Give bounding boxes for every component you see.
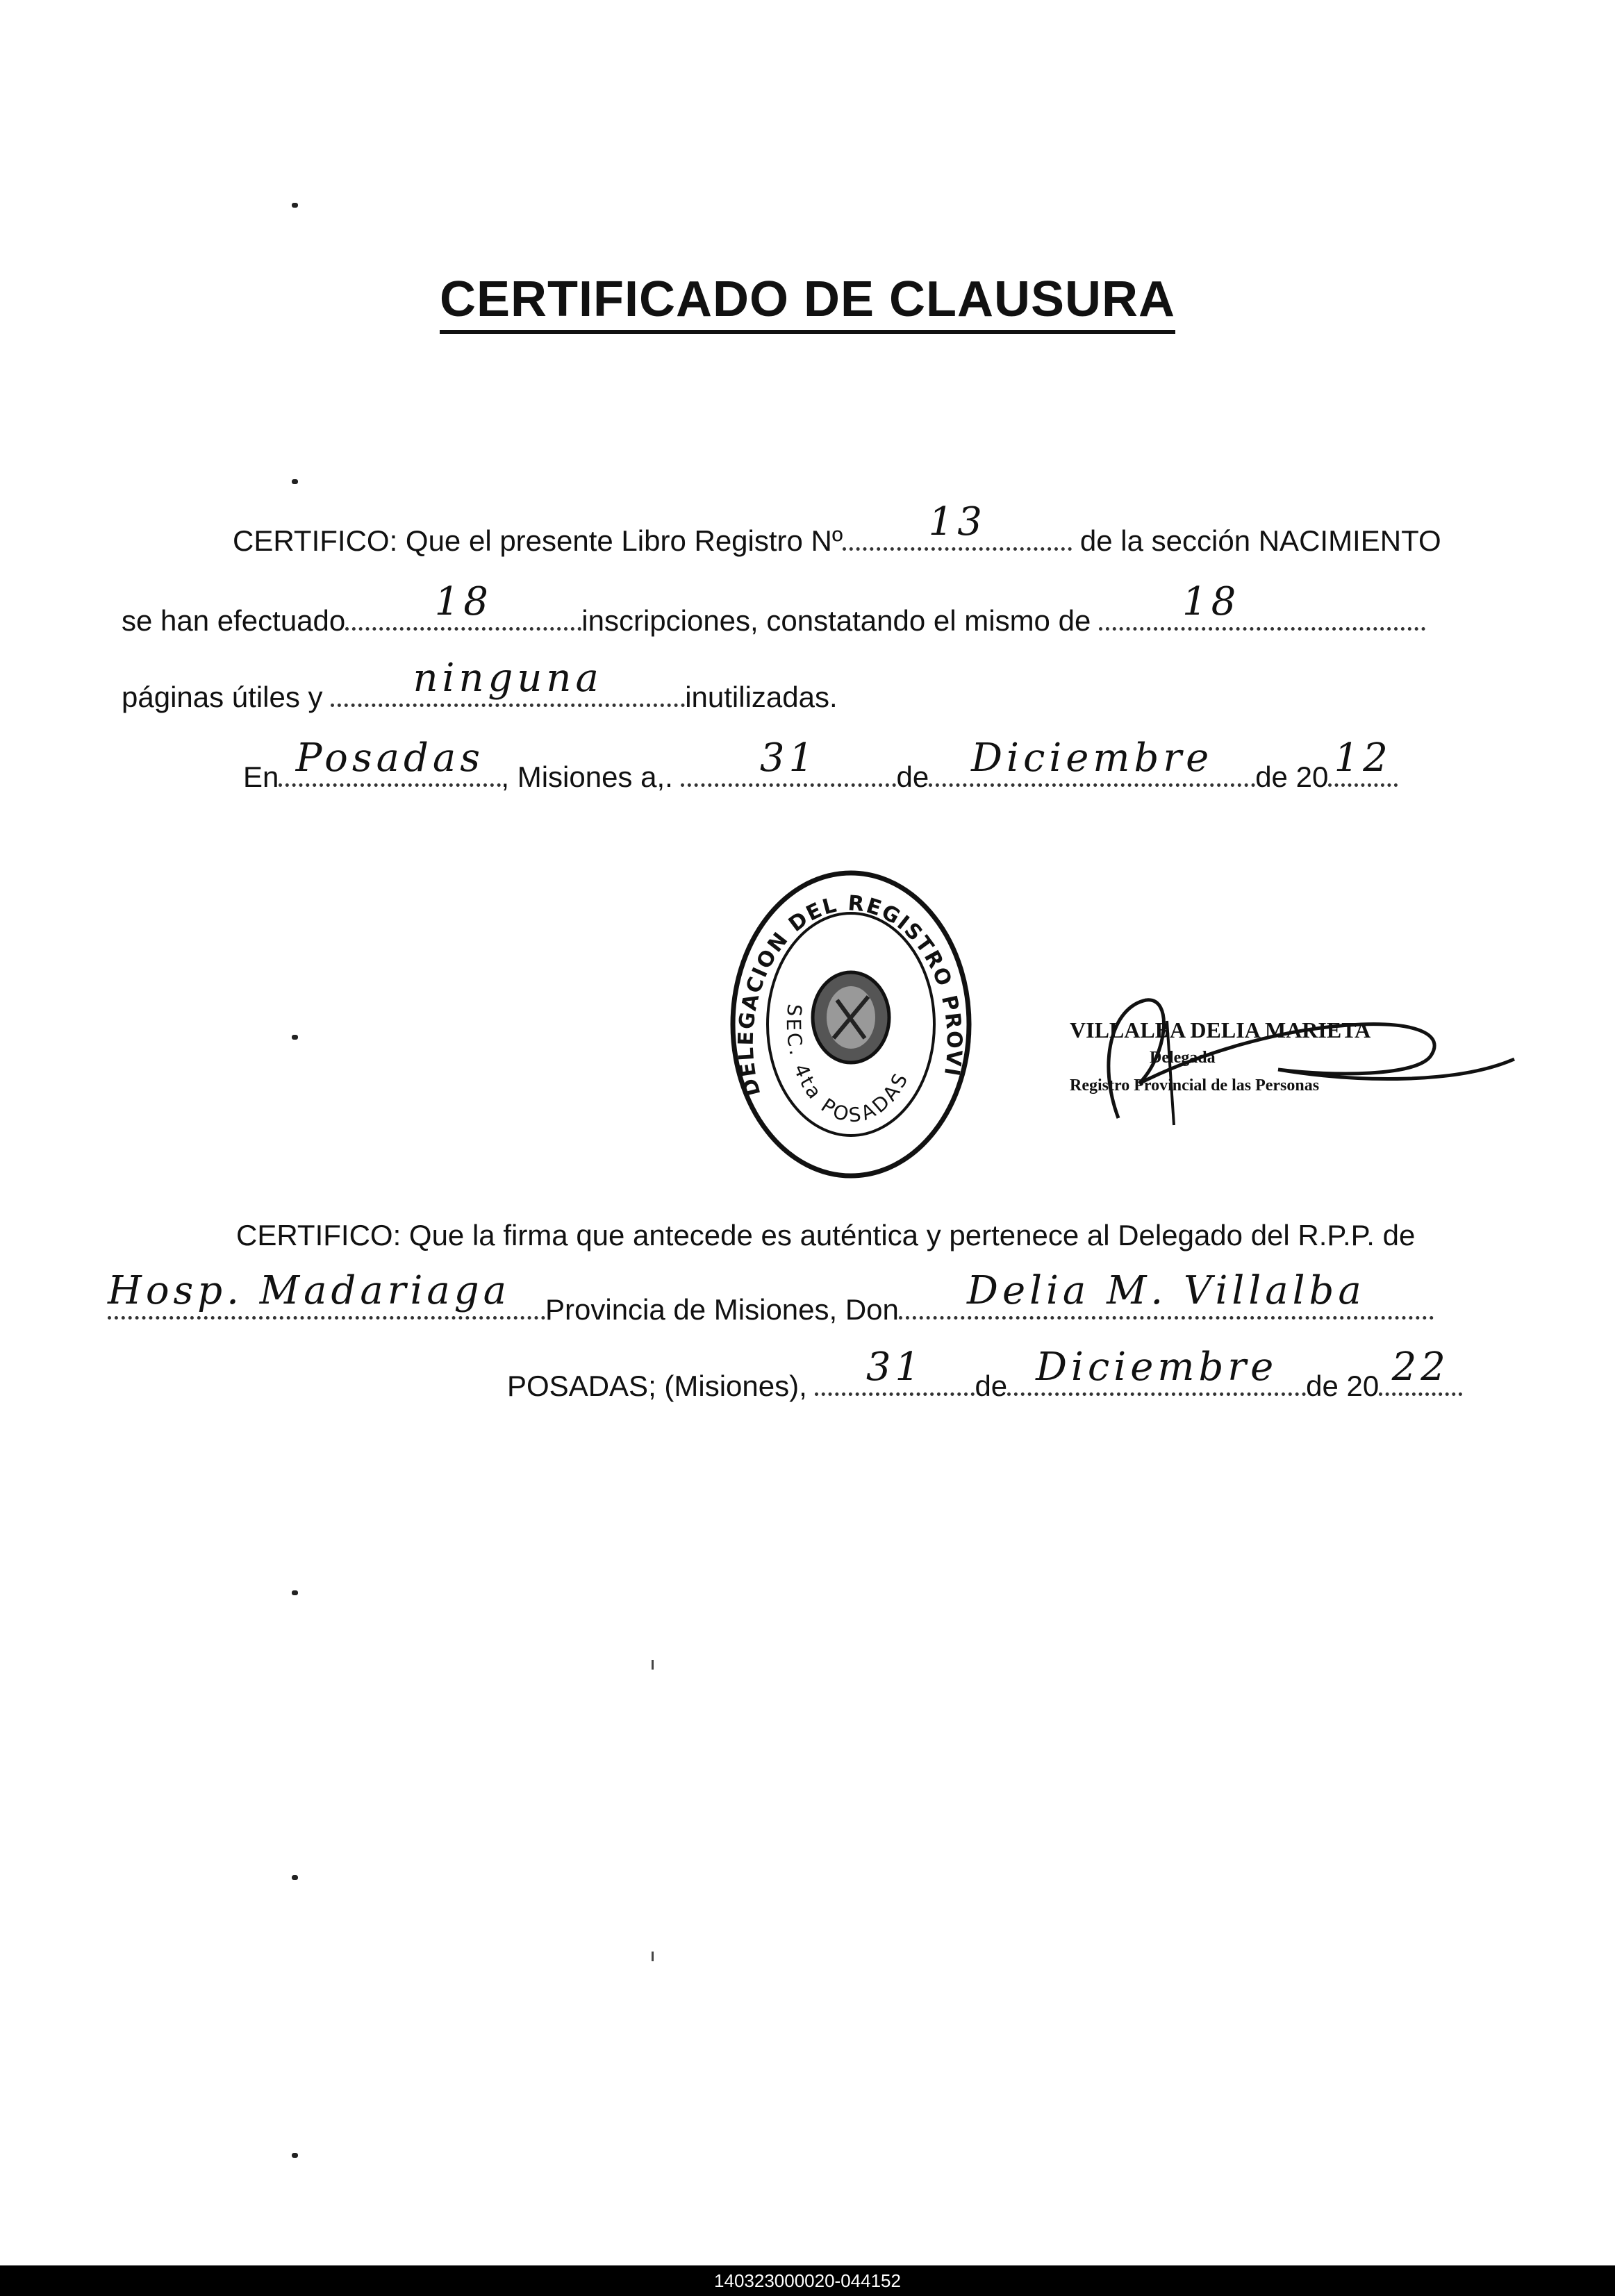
scan-speck (292, 2153, 298, 2158)
provincia-label: Provincia de Misiones, Don (545, 1293, 899, 1326)
seal-graphic (722, 865, 979, 1184)
firma-day-handwritten: 31 (866, 1345, 925, 1390)
paginas-field (1099, 579, 1425, 631)
seccion-label: de la sección NACIMIENTO (1079, 524, 1441, 557)
firma-year-prefix-label: de 20 (1306, 1370, 1380, 1402)
en-label: En (243, 760, 279, 793)
scan-speck (292, 479, 298, 484)
delegate-signature-block (1070, 979, 1521, 1139)
scan-mark (652, 1952, 654, 1961)
inutilizadas-handwritten: ninguna (413, 656, 603, 701)
certifico-label: CERTIFICO: Que el presente Libro Registro Nº (233, 524, 843, 557)
libro-number-field (843, 499, 1072, 551)
certifico-firma-line-3 (507, 1345, 1462, 1403)
scan-speck (292, 1590, 298, 1595)
firma-de-label: de (975, 1370, 1008, 1402)
inscripciones-field (345, 579, 581, 631)
certifico-line-4 (243, 735, 1398, 794)
place-field (279, 735, 501, 787)
certifico-line-3 (122, 656, 838, 714)
title-text: CERTIFICADO DE CLAUSURA (440, 272, 1175, 334)
day-handwritten: 31 (759, 735, 818, 781)
certifico-firma-line-2 (108, 1268, 1434, 1326)
year-prefix-label: de 20 (1255, 760, 1329, 793)
seal-coat-of-arms-icon (813, 972, 889, 1063)
signer-office: Registro Provincial de las Personas (1070, 1076, 1320, 1095)
signer-role: Delegada (1150, 1049, 1216, 1067)
scan-mark (652, 1660, 654, 1670)
firma-year-field (1379, 1345, 1462, 1396)
official-seal-stamp (722, 865, 979, 1184)
certifico-line-1 (233, 499, 1441, 558)
hospital-handwritten: Hosp. Madariaga (108, 1268, 511, 1313)
delegate-name-field (899, 1268, 1434, 1320)
inutilizadas-label: inutilizadas. (685, 681, 838, 713)
scan-speck (292, 203, 298, 208)
document-title (0, 271, 1615, 328)
seal-ring-text: DELEGACION DEL REGISTRO PROVI (734, 891, 966, 1099)
firma-day-field (815, 1345, 975, 1396)
certifico-firma-line-1: CERTIFICO: Que la firma que antecede es auténtica y pertenece al Delegado del R.P.P. de (236, 1219, 1416, 1251)
libro-number-handwritten: 13 (928, 499, 986, 544)
day-field (681, 735, 896, 787)
year-handwritten: 12 (1334, 735, 1392, 781)
month-handwritten: Diciembre (971, 735, 1214, 781)
inutilizadas-field (331, 656, 685, 707)
inscripciones-handwritten: 18 (434, 579, 492, 624)
handwritten-signature-icon (1070, 979, 1521, 1139)
delegate-name-handwritten: Delia M. Villalba (967, 1268, 1366, 1313)
hospital-field (108, 1268, 545, 1320)
firma-month-field (1007, 1345, 1306, 1396)
firma-year-handwritten: 22 (1391, 1345, 1450, 1390)
seal-inner-text: SEC. 4ta POSADAS (781, 1003, 914, 1127)
misiones-label: , Misiones a,. (501, 760, 673, 793)
scan-speck (292, 1875, 298, 1880)
scan-id-footer: 140323000020-044152 (0, 2265, 1615, 2296)
constatando-label: inscripciones, constatando el mismo de (581, 604, 1091, 637)
firma-month-handwritten: Diciembre (1036, 1345, 1278, 1390)
efectuado-label: se han efectuado (122, 604, 346, 637)
paginas-utiles-label: páginas útiles y (122, 681, 323, 713)
certifico-line-2 (122, 579, 1425, 638)
month-field (929, 735, 1255, 787)
year-field (1328, 735, 1398, 787)
de-label: de (896, 760, 929, 793)
paginas-handwritten: 18 (1182, 579, 1241, 624)
posadas-label: POSADAS; (Misiones), (507, 1370, 807, 1402)
signer-name: VILLALBA DELIA MARIETA (1070, 1017, 1371, 1042)
place-handwritten: Posadas (295, 735, 484, 781)
scan-speck (292, 1035, 298, 1040)
